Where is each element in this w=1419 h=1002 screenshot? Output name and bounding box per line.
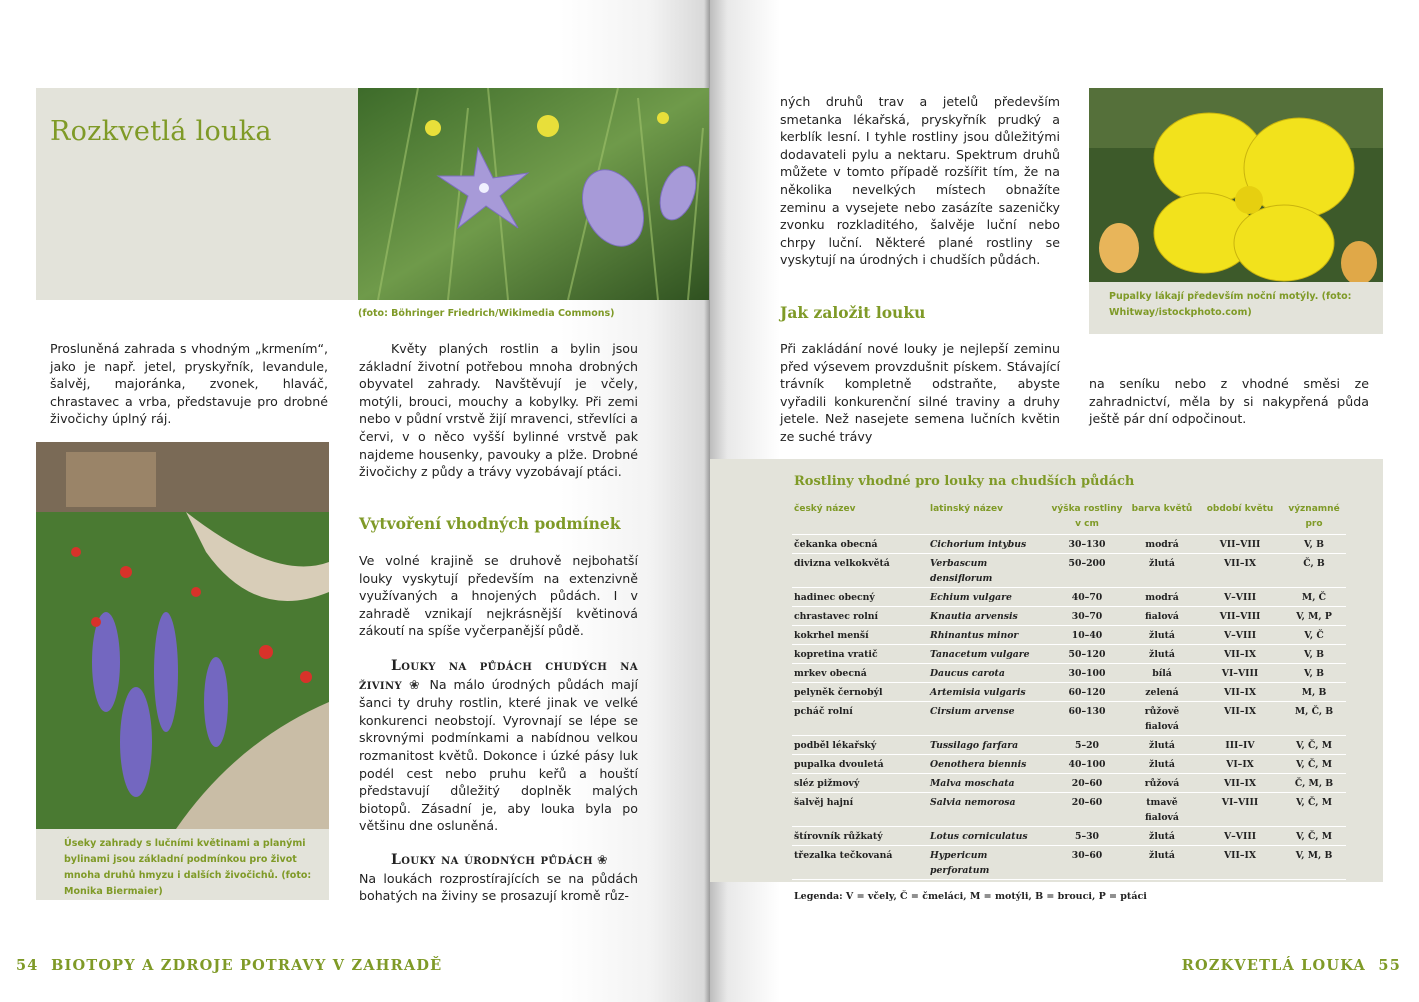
table-row (792, 626, 1346, 645)
garden-photo-box (36, 442, 329, 900)
running-head-left: BIOTOPY A ZDROJE POTRAVY V ZAHRADĚ (51, 957, 443, 974)
cell-bloom-period: VII–VIII (1198, 607, 1282, 626)
page-number-left: 54 (16, 957, 39, 974)
garden-photo (36, 442, 329, 829)
header-flower-color: barva květů (1126, 499, 1198, 535)
col2-paragraph-2: Ve volné krajině se druhově nejbohatší louky vyskytují především na extenzivně využívaných a hnojených půdách. I v zahradě vznikají nejkrásnější květinová zákoutí na spíše vyčerpanější půdě. (359, 553, 638, 639)
cell-flower-color: žlutá (1126, 645, 1198, 664)
cell-czech-name: sléz pižmový (792, 774, 928, 793)
table-row (792, 535, 1346, 554)
cell-czech-name: podběl lékařský (792, 736, 928, 755)
cell-important-for: V, M, P (1282, 607, 1346, 626)
rich-soil-paragraph (359, 851, 638, 905)
cell-bloom-period: V–VIII (1198, 588, 1282, 607)
cell-latin-name: Knautia arvensis (928, 607, 1048, 626)
cell-height: 30–100 (1048, 664, 1126, 683)
section-heading-create: Jak založit louku (780, 303, 926, 322)
cell-height: 20–60 (1048, 793, 1126, 827)
table-body (792, 535, 1346, 880)
table-row (792, 755, 1346, 774)
cell-bloom-period: V–VIII (1198, 626, 1282, 645)
table-row (792, 645, 1346, 664)
runin-rich-soil: Louky na úrodných půdách (391, 852, 593, 868)
table-row (792, 683, 1346, 702)
title-box (36, 88, 358, 300)
leaf-icon: ❀ (596, 852, 608, 867)
cell-important-for: V, B (1282, 645, 1346, 664)
leaf-icon: ❀ (409, 676, 423, 692)
cell-bloom-period: VII–IX (1198, 554, 1282, 588)
page-number-right: 55 (1378, 957, 1401, 974)
rich-soil-text: Na loukách rozprostírajících se na půdách bohatých na živiny se prosazují kromě růz- (359, 870, 638, 904)
cell-flower-color: zelená (1126, 683, 1198, 702)
cell-latin-name: Hypericum perforatum (928, 846, 1048, 880)
cell-important-for: M, Č, B (1282, 702, 1346, 736)
cell-bloom-period: VI–VIII (1198, 664, 1282, 683)
cell-latin-name: Lotus corniculatus (928, 827, 1048, 846)
cell-height: 20–60 (1048, 774, 1126, 793)
folio-left (16, 957, 442, 974)
cell-flower-color: růžová (1126, 774, 1198, 793)
table-row (792, 736, 1346, 755)
folio-right (1182, 957, 1401, 974)
cell-flower-color: žlutá (1126, 554, 1198, 588)
cell-flower-color: žlutá (1126, 846, 1198, 880)
cell-flower-color: bílá (1126, 664, 1198, 683)
page-title: Rozkvetlá louka (50, 116, 272, 147)
cell-czech-name: pcháč rolní (792, 702, 928, 736)
header-height: výška rostliny v cm (1048, 499, 1126, 535)
table-row (792, 793, 1346, 827)
cell-flower-color: žlutá (1126, 736, 1198, 755)
cell-czech-name: čekanka obecná (792, 535, 928, 554)
cell-latin-name: Rhinantus minor (928, 626, 1048, 645)
cell-important-for: V, Č, M (1282, 793, 1346, 827)
cell-latin-name: Echium vulgare (928, 588, 1048, 607)
continued-paragraph: ných druhů trav a jetelů především smetanka lékařská, pryskyřník prudký a kerblík lesní. I tyhle rostliny jsou důležitými dodavateli pylu a nektaru. Spektrum druhů můžete v tomto případě rozšířit tím, že na několika nevelkých místech obnažíte zeminu a vysejete nebo zasázíte sazeničky zvonku rozkladitého, šalvěje luční nebo chrpy luční. Některé plané rostliny se vyskytují na úrodných i chudších půdách. (780, 94, 1060, 268)
cell-latin-name: Artemisia vulgaris (928, 683, 1048, 702)
cell-important-for: M, Č (1282, 588, 1346, 607)
cell-czech-name: kokrhel menší (792, 626, 928, 645)
header-czech-name: český název (792, 499, 928, 535)
cell-important-for: Č, M, B (1282, 774, 1346, 793)
header-latin-name: latinský název (928, 499, 1048, 535)
primrose-photo-box (1089, 88, 1383, 334)
cell-flower-color: modrá (1126, 535, 1198, 554)
cell-height: 10–40 (1048, 626, 1126, 645)
cell-flower-color: žlutá (1126, 827, 1198, 846)
cell-czech-name: divizna velkokvětá (792, 554, 928, 588)
table-row (792, 846, 1346, 880)
header-important-for: významné pro (1282, 499, 1346, 535)
col2-paragraph-1: Květy planých rostlin a bylin jsou základní životní potřebou mnoha drobných obyvatel zahrady. Navštěvují je včely, motýli, brouci, mouchy a kobylky. Při zemi nebo v půdní vrstvě žijí mravenci, střevlíci a červi, v o něco vyšší bylinné vrstvě pak najdeme housenky, pavouky a plže. Drobné živočichy z půdy a trávy vyzobávají ptáci. (359, 341, 638, 480)
cell-flower-color: fialová (1126, 607, 1198, 626)
cell-latin-name: Salvia nemorosa (928, 793, 1048, 827)
table-row (792, 554, 1346, 588)
cell-bloom-period: VII–IX (1198, 645, 1282, 664)
cell-important-for: V, Č, M (1282, 755, 1346, 774)
create-paragraph-a: Při zakládání nové louky je nejlepší zeminu před výsevem provzdušnit pískem. Stávající trávník kompletně odstraňte, abyste vyřadili konkurenční silné traviny a druhy jetele. Než nasejete semena lučních květin ze suché trávy (780, 341, 1060, 444)
cell-bloom-period: VII–IX (1198, 774, 1282, 793)
cell-bloom-period: VII–IX (1198, 702, 1282, 736)
cell-important-for: V, B (1282, 664, 1346, 683)
table-row (792, 588, 1346, 607)
table-header-row (792, 499, 1346, 535)
primrose-caption: Pupalky lákají především noční motýly. (foto: Whitway/istockphoto.com) (1109, 291, 1352, 318)
cell-latin-name: Tanacetum vulgare (928, 645, 1048, 664)
cell-latin-name: Cichorium intybus (928, 535, 1048, 554)
table-title: Rostliny vhodné pro louky na chudších půdách (794, 474, 1135, 489)
cell-bloom-period: VII–IX (1198, 846, 1282, 880)
cell-czech-name: hadinec obecný (792, 588, 928, 607)
table-row (792, 774, 1346, 793)
cell-height: 30–130 (1048, 535, 1126, 554)
cell-height: 30–70 (1048, 607, 1126, 626)
header-bloom-period: období květu (1198, 499, 1282, 535)
cell-height: 50–200 (1048, 554, 1126, 588)
table-legend: Legenda: V = včely, Č = čmeláci, M = motýli, B = brouci, P = ptáci (794, 891, 1147, 902)
cell-czech-name: chrastavec rolní (792, 607, 928, 626)
cell-height: 60–120 (1048, 683, 1126, 702)
bellflower-photo (358, 88, 709, 300)
cell-height: 40–70 (1048, 588, 1126, 607)
table-row (792, 702, 1346, 736)
cell-bloom-period: V–VIII (1198, 827, 1282, 846)
create-paragraph-b: na seníku nebo z vhodné směsi ze zahradnictví, měla by si nakypřená půda ještě pár dní odpočinout. (1089, 376, 1369, 427)
cell-latin-name: Tussilago farfara (928, 736, 1048, 755)
cell-flower-color: modrá (1126, 588, 1198, 607)
cell-flower-color: tmavě fialová (1126, 793, 1198, 827)
cell-flower-color: žlutá (1126, 626, 1198, 645)
cell-czech-name: třezalka tečkovaná (792, 846, 928, 880)
cell-latin-name: Oenothera biennis (928, 755, 1048, 774)
cell-czech-name: kopretina vratič (792, 645, 928, 664)
photo2-caption: Úseky zahrady s lučními květinami a planými bylinami jsou základní podmínkou pro život mnoha druhů hmyzu i dalších živočichů. (foto: Monika Biermaier) (64, 838, 312, 897)
table-row (792, 664, 1346, 683)
cell-height: 30–60 (1048, 846, 1126, 880)
cell-flower-color: žlutá (1126, 755, 1198, 774)
cell-czech-name: štírovník růžkatý (792, 827, 928, 846)
cell-bloom-period: VII–IX (1198, 683, 1282, 702)
cell-important-for: V, B (1282, 535, 1346, 554)
cell-czech-name: šalvěj hajní (792, 793, 928, 827)
intro-paragraph: Prosluněná zahrada s vhodným „krmením“, jako je např. jetel, pryskyřník, levandule, šalvěj, majoránka, zvonek, hlaváč, chrastavec a vrba, představuje pro drobné živočichy úplný ráj. (50, 341, 328, 427)
cell-czech-name: pelyněk černobýl (792, 683, 928, 702)
plants-table-box (710, 459, 1383, 882)
cell-czech-name: pupalka dvouletá (792, 755, 928, 774)
cell-important-for: V, M, B (1282, 846, 1346, 880)
cell-flower-color: růžově fialová (1126, 702, 1198, 736)
photo1-caption: (foto: Böhringer Friedrich/Wikimedia Commons) (358, 308, 615, 319)
bellflower-illustration (358, 88, 709, 300)
primrose-photo (1089, 88, 1383, 282)
poor-soil-paragraph (359, 657, 638, 835)
cell-height: 5–20 (1048, 736, 1126, 755)
cell-bloom-period: VI–IX (1198, 755, 1282, 774)
table-row (792, 827, 1346, 846)
cell-bloom-period: VII–VIII (1198, 535, 1282, 554)
cell-latin-name: Cirsium arvense (928, 702, 1048, 736)
poor-soil-text: Na málo úrodných půdách mají šanci ty druhy rostlin, které jinak ve velké konkurenci neobstojí. Vyrovnají se lépe se skrovnými podmínkami a nabídnou velkou rozmanitost květů. Dokonce i úzké pásy luk podél cest nebo pruhu keřů a houští představují důležitý doplněk malých biotopů. Zásadní je, aby louka byla po většinu dne osluněná. (359, 676, 638, 834)
plants-table (792, 499, 1346, 880)
cell-important-for: V, Č, M (1282, 827, 1346, 846)
cell-important-for: V, Č (1282, 626, 1346, 645)
primrose-illustration (1089, 88, 1383, 282)
cell-important-for: Č, B (1282, 554, 1346, 588)
cell-latin-name: Daucus carota (928, 664, 1048, 683)
cell-czech-name: mrkev obecná (792, 664, 928, 683)
cell-important-for: V, Č, M (1282, 736, 1346, 755)
table-row (792, 607, 1346, 626)
running-head-right: ROZKVETLÁ LOUKA (1181, 957, 1366, 974)
garden-illustration (36, 442, 329, 829)
cell-height: 50–120 (1048, 645, 1126, 664)
section-heading-conditions: Vytvoření vhodných podmínek (359, 514, 621, 533)
cell-latin-name: Verbascum densiflorum (928, 554, 1048, 588)
cell-height: 40–100 (1048, 755, 1126, 774)
cell-important-for: M, B (1282, 683, 1346, 702)
cell-bloom-period: III–IV (1198, 736, 1282, 755)
cell-latin-name: Malva moschata (928, 774, 1048, 793)
cell-height: 60–130 (1048, 702, 1126, 736)
cell-bloom-period: VI–VIII (1198, 793, 1282, 827)
cell-height: 5–30 (1048, 827, 1126, 846)
runin-poor-soil: Louky na půdách chudých na živiny (359, 658, 638, 693)
